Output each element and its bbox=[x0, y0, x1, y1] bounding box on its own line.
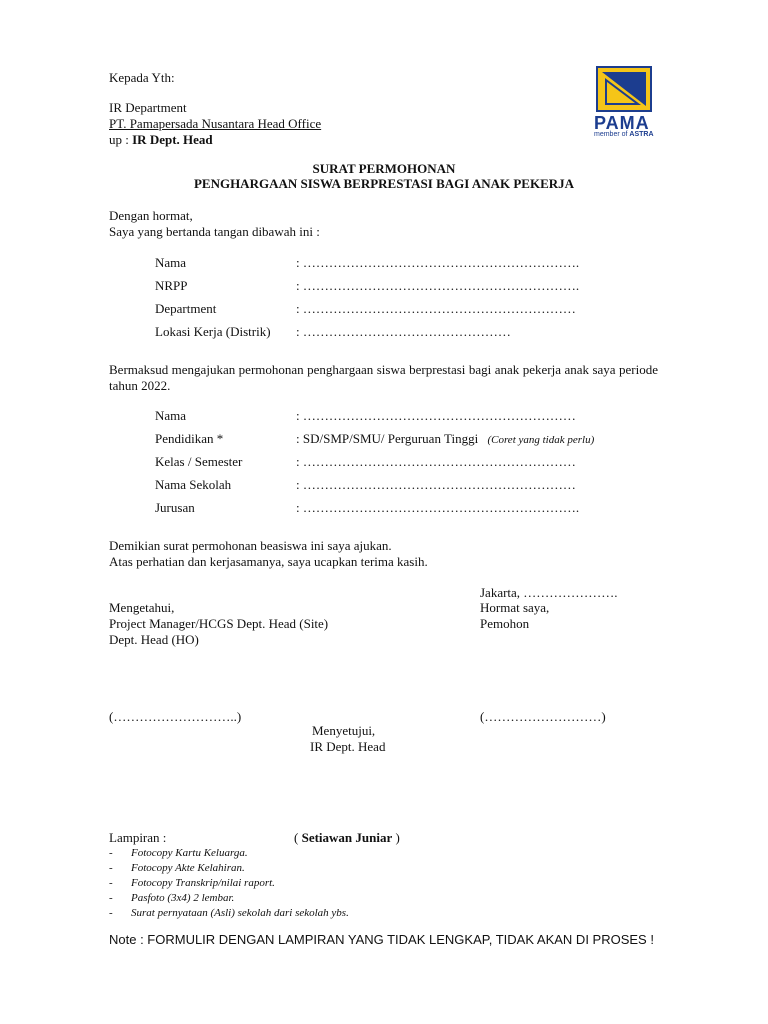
approver-name-text: Setiawan Juniar bbox=[301, 830, 393, 845]
title-line-1: SURAT PERMOHONAN bbox=[312, 161, 456, 176]
salutation: Dengan hormat, bbox=[109, 208, 193, 223]
intro-text: Saya yang bertanda tangan dibawah ini : bbox=[109, 224, 320, 239]
child-field-label: Pendidikan * bbox=[155, 431, 224, 446]
employee-field-value: : ………………………………………………………. bbox=[296, 278, 580, 293]
addressee-department: IR Department bbox=[109, 100, 187, 115]
list-item: - Fotocopy Akte Kelahiran. bbox=[109, 862, 245, 874]
addressee-up bbox=[109, 132, 213, 148]
attachment-text: Surat pernyataan (Asli) sekolah dari sekolah ybs. bbox=[131, 907, 349, 919]
addressee-company: PT. Pamapersada Nusantara Head Office bbox=[109, 116, 322, 131]
logo-subtitle bbox=[594, 131, 654, 139]
child-field-value: : ……………………………………………………… bbox=[296, 477, 576, 492]
child-field-label: Nama bbox=[155, 408, 187, 423]
right-signature-blank: (………………………) bbox=[480, 709, 606, 724]
purpose-paragraph: Bermaksud mengajukan permohonan penghargaan siswa berprestasi bagi anak pekerja anak saya periode tahun 2022. bbox=[109, 362, 658, 393]
employee-field-label: NRPP bbox=[155, 278, 188, 293]
left-signature-blank: (………………………..) bbox=[109, 709, 242, 724]
pama-logo-icon bbox=[596, 66, 652, 112]
approver-name-open: ( bbox=[294, 830, 302, 845]
employee-field-value: : ……………………………………………………… bbox=[296, 301, 576, 316]
closing-line-2: Atas perhatian dan kerjasamanya, saya ucapkan terima kasih. bbox=[109, 554, 428, 569]
note-text: Note : FORMULIR DENGAN LAMPIRAN YANG TIDAK LENGKAP, TIDAK AKAN DI PROSES ! bbox=[109, 932, 654, 947]
child-field-label: Nama Sekolah bbox=[155, 477, 232, 492]
list-item: - Fotocopy Kartu Keluarga. bbox=[109, 847, 248, 859]
child-field-label: Jurusan bbox=[155, 500, 195, 515]
approval-line-2: IR Dept. Head bbox=[310, 739, 386, 754]
addressee-greeting: Kepada Yth: bbox=[109, 70, 175, 85]
logo-sub-prefix: member of bbox=[594, 131, 628, 138]
employee-field-label: Lokasi Kerja (Distrik) bbox=[155, 324, 271, 339]
child-field-value: : ……………………………………………………… bbox=[296, 408, 576, 423]
education-options: : SD/SMP/SMU/ Perguruan Tinggi bbox=[296, 431, 479, 446]
employee-field-label: Department bbox=[155, 301, 217, 316]
list-item: - Surat pernyataan (Asli) sekolah dari sekolah ybs. bbox=[109, 907, 349, 919]
child-field-value bbox=[296, 431, 594, 448]
employee-field-value: : ………………………………………………………. bbox=[296, 255, 580, 270]
approval-line-1: Menyetujui, bbox=[312, 723, 376, 738]
approver-name-close: ) bbox=[392, 830, 400, 845]
up-name: IR Dept. Head bbox=[132, 132, 213, 147]
logo-name: PAMA bbox=[594, 113, 650, 133]
employee-field-label: Nama bbox=[155, 255, 187, 270]
attachments-label: Lampiran : bbox=[109, 830, 167, 845]
list-item: - Fotocopy Transkrip/nilai raport. bbox=[109, 877, 275, 889]
child-field-value: : ……………………………………………………… bbox=[296, 454, 576, 469]
left-sign-line-3: Dept. Head (HO) bbox=[109, 632, 199, 647]
right-sign-line-2: Pemohon bbox=[480, 616, 530, 631]
up-label: up : bbox=[109, 132, 129, 147]
attachment-text: Fotocopy Akte Kelahiran. bbox=[131, 862, 245, 874]
list-item: - Pasfoto (3x4) 2 lembar. bbox=[109, 892, 235, 904]
left-sign-line-2: Project Manager/HCGS Dept. Head (Site) bbox=[109, 616, 329, 631]
title-line-2: PENGHARGAAN SISWA BERPRESTASI BAGI ANAK PEKERJA bbox=[193, 176, 575, 191]
right-sign-line-1: Hormat saya, bbox=[480, 600, 550, 615]
attachment-text: Fotocopy Transkrip/nilai raport. bbox=[131, 877, 275, 889]
closing-line-1: Demikian surat permohonan beasiswa ini saya ajukan. bbox=[109, 538, 392, 553]
employee-field-value: : ………………………………………… bbox=[296, 324, 511, 339]
approver-name bbox=[294, 830, 400, 846]
child-field-label: Kelas / Semester bbox=[155, 454, 243, 469]
attachment-text: Fotocopy Kartu Keluarga. bbox=[131, 847, 248, 859]
left-sign-line-1: Mengetahui, bbox=[109, 600, 175, 615]
place-date: Jakarta, …………………. bbox=[480, 585, 618, 600]
child-field-value: : ………………………………………………………. bbox=[296, 500, 580, 515]
logo-sub-brand: ASTRA bbox=[629, 131, 654, 138]
education-note: (Coret yang tidak perlu) bbox=[487, 434, 595, 446]
attachment-text: Pasfoto (3x4) 2 lembar. bbox=[131, 892, 235, 904]
